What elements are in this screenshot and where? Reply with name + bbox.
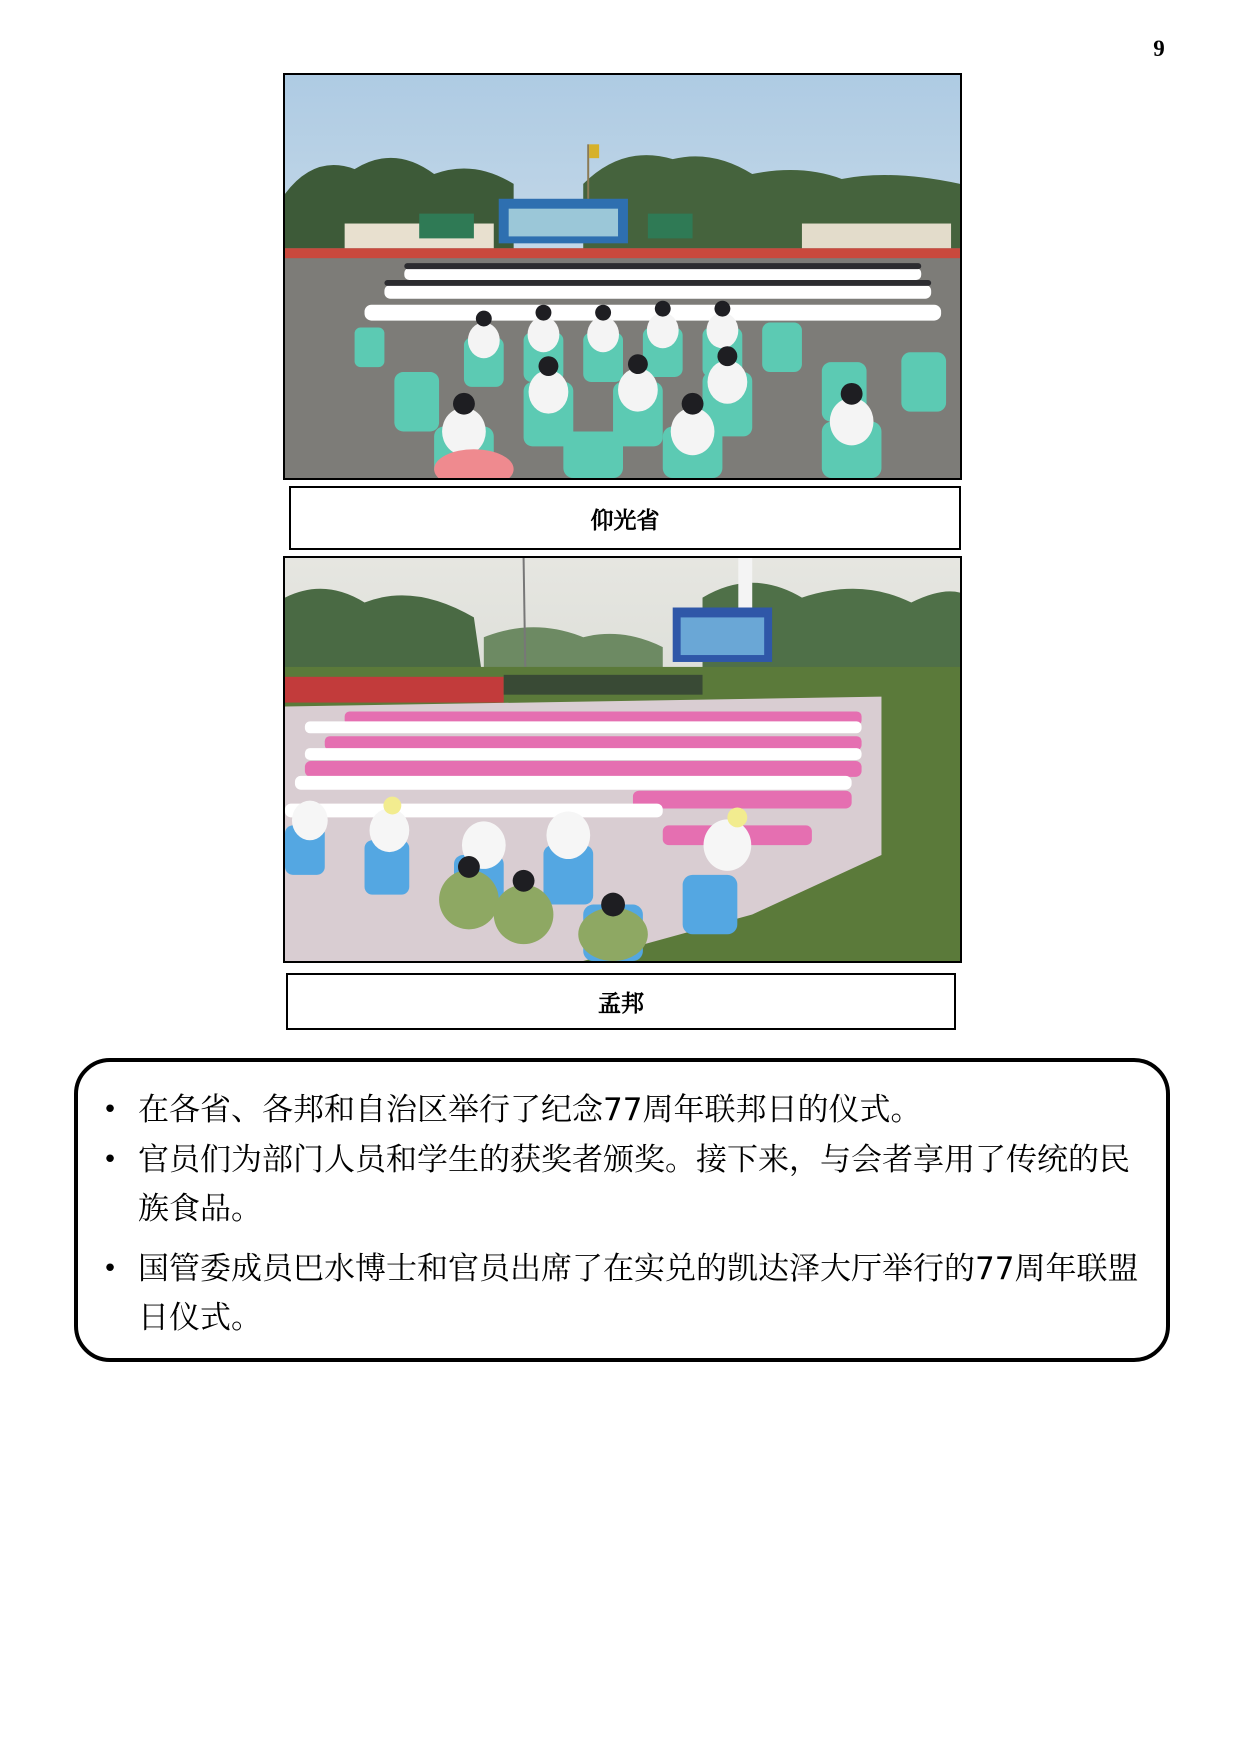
ceremony-photo-yangon xyxy=(283,73,962,480)
summary-bullet-list xyxy=(98,1086,1144,1343)
summary-bullet-item xyxy=(98,1136,1144,1234)
bullet-icon: • xyxy=(102,1095,118,1125)
photo-caption-yangon: 仰光省 xyxy=(289,486,961,550)
summary-bullet-text: 国管委成员巴水博士和官员出席了在实兑的凯达泽大厅举行的77周年联盟日仪式。 xyxy=(138,1251,1139,1336)
summary-box xyxy=(74,1058,1170,1362)
page-number: 9 xyxy=(1153,36,1165,61)
bullet-icon: • xyxy=(102,1145,118,1175)
summary-bullet-text: 在各省、各邦和自治区举行了纪念77周年联邦日的仪式。 xyxy=(138,1092,922,1128)
summary-bullet-text: 官员们为部门人员和学生的获奖者颁奖。接下来，与会者享用了传统的民族食品。 xyxy=(138,1142,1130,1227)
summary-bullet-item xyxy=(98,1245,1144,1343)
photo-caption-mon: 孟邦 xyxy=(286,973,956,1030)
bullet-icon: • xyxy=(102,1254,118,1284)
ceremony-photo-mon xyxy=(283,556,962,963)
summary-bullet-item xyxy=(98,1086,1144,1135)
